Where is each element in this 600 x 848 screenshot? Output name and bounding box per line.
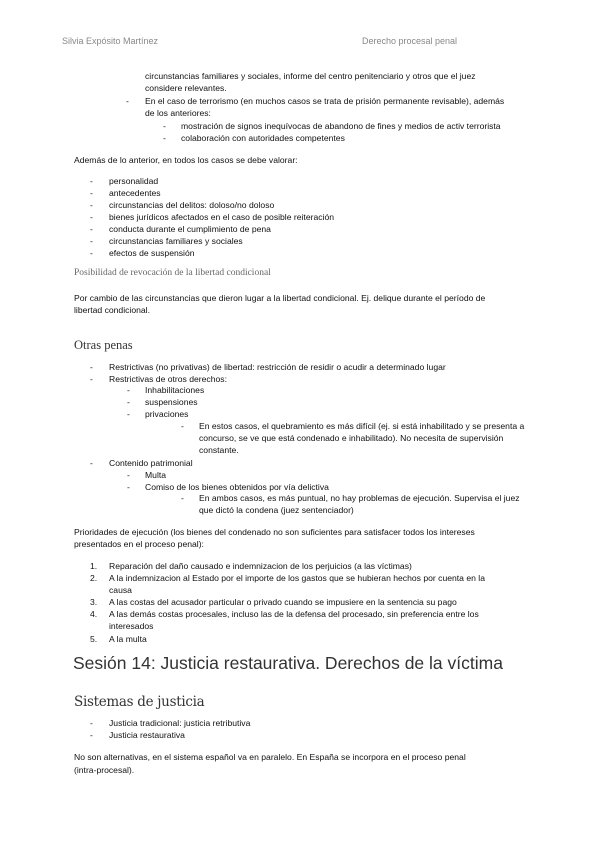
list-item: personalidad [109,176,159,186]
bullet-dash: - [127,397,130,407]
text-line: concurso, se ve que está condenado e inhabilitado). No necesita de supervisión [199,433,504,443]
list-item: circunstancias familiares y sociales [109,236,243,246]
bullet-dash: - [90,176,93,186]
paragraph: libertad condicional. [74,305,150,315]
list-item: Contenido patrimonial [109,458,193,468]
header-author: Silvia Expósito Martínez [62,36,159,46]
paragraph: (intra-procesal). [74,765,135,775]
list-item: antecedentes [109,188,161,198]
list-item: Inhabilitaciones [145,385,205,395]
bullet-dash: - [127,482,130,492]
text-line: En estos casos, el quebramiento es más difícil (ej. si está inhabilitado y se presenta a [199,421,525,431]
bullet-dash: - [127,470,130,480]
paragraph: No son alternativas, en el sistema español va en paralelo. En España se incorpora en el proceso penal [74,752,466,762]
list-item: efectos de suspensión [109,248,195,258]
bullet-dash: - [90,248,93,258]
list-item: bienes jurídicos afectados en el caso de posible reiteración [109,212,335,222]
list-number: 1. [90,561,98,571]
bullet-dash: - [127,409,130,419]
list-item: A las demás costas procesales, incluso las de la defensa del procesado, sin preferencia entre los [109,609,479,619]
list-item: Multa [145,470,167,480]
text-line: En el caso de terrorismo (en muchos casos se trata de prisión permanente revisable), además [145,96,505,106]
paragraph: presentados en el proceso penal): [74,539,204,549]
bullet-dash: - [90,362,93,372]
list-item: Comiso de los bienes obtenidos por vía delictiva [145,482,329,492]
list-item: Restrictivas (no privativas) de libertad: restricción de residir o acudir a determinado lugar [109,362,446,372]
list-item: suspensiones [145,397,198,407]
list-item: privaciones [145,409,189,419]
header-subject: Derecho procesal penal [362,36,458,46]
bullet-dash: - [163,121,166,131]
list-number: 4. [90,609,98,619]
text-line: que dictó la condena (juez sentenciador) [199,505,354,515]
list-item: A la indemnizacion al Estado por el importe de los gastos que se hubieran hechos por cuenta en la [109,573,485,583]
bullet-dash: - [90,188,93,198]
bullet-dash: - [181,421,184,431]
list-item: Restrictivas de otros derechos: [109,374,227,384]
paragraph: Prioridades de ejecución (los bienes del condenado no son suficientes para satisfacer todos los intereses [74,527,475,537]
text-line: constante. [199,445,239,455]
list-item: conducta durante el cumplimiento de pena [109,224,271,234]
section-heading: Sistemas de justicia [74,694,205,710]
bullet-dash: - [90,374,93,384]
list-number: 2. [90,573,98,583]
list-item: circunstancias del delitos: doloso/no doloso [109,200,275,210]
list-item: Justicia tradicional: justicia retributiva [109,718,251,728]
list-item: colaboración con autoridades competentes [181,133,345,143]
paragraph: Por cambio de las circunstancias que dieron lugar a la libertad condicional. Ej. delique durante el período de [74,293,486,303]
list-item: interesados [109,621,154,631]
bullet-dash: - [90,236,93,246]
list-item: mostración de signos inequívocas de abandono de fines y medios de activ terrorista [181,121,501,131]
list-item: causa [109,585,132,595]
bullet-dash: - [127,385,130,395]
bullet-dash: - [90,458,93,468]
section-heading: Otras penas [74,338,133,352]
list-number: 5. [90,634,98,644]
paragraph: Además de lo anterior, en todos los casos se debe valorar: [74,155,298,165]
bullet-dash: - [126,96,129,106]
list-item: A las costas del acusador particular o privado cuando se impusiere en la sentencia su pago [109,597,457,607]
list-number: 3. [90,597,98,607]
list-item: A la multa [109,634,147,644]
text-line: considere relevantes. [145,83,227,93]
session-title: Sesión 14: Justicia restaurativa. Derechos de la víctima [73,653,503,673]
bullet-dash: - [181,493,184,503]
bullet-dash: - [90,224,93,234]
bullet-dash: - [163,133,166,143]
bullet-dash: - [90,212,93,222]
text-line: En ambos casos, es más puntual, no hay problemas de ejecución. Supervisa el juez [199,493,520,503]
text-line: de los anteriores: [145,108,211,118]
list-item: Justicia restaurativa [109,730,185,740]
bullet-dash: - [90,200,93,210]
text-line: circunstancias familiares y sociales, informe del centro penitenciario y otros que el juez [145,71,476,81]
list-item: Reparación del daño causado e indemnizacion de los perjuicios (a las víctimas) [109,561,412,571]
bullet-dash: - [90,718,93,728]
bullet-dash: - [90,730,93,740]
section-heading: Posibilidad de revocación de la libertad condicional [74,268,271,278]
